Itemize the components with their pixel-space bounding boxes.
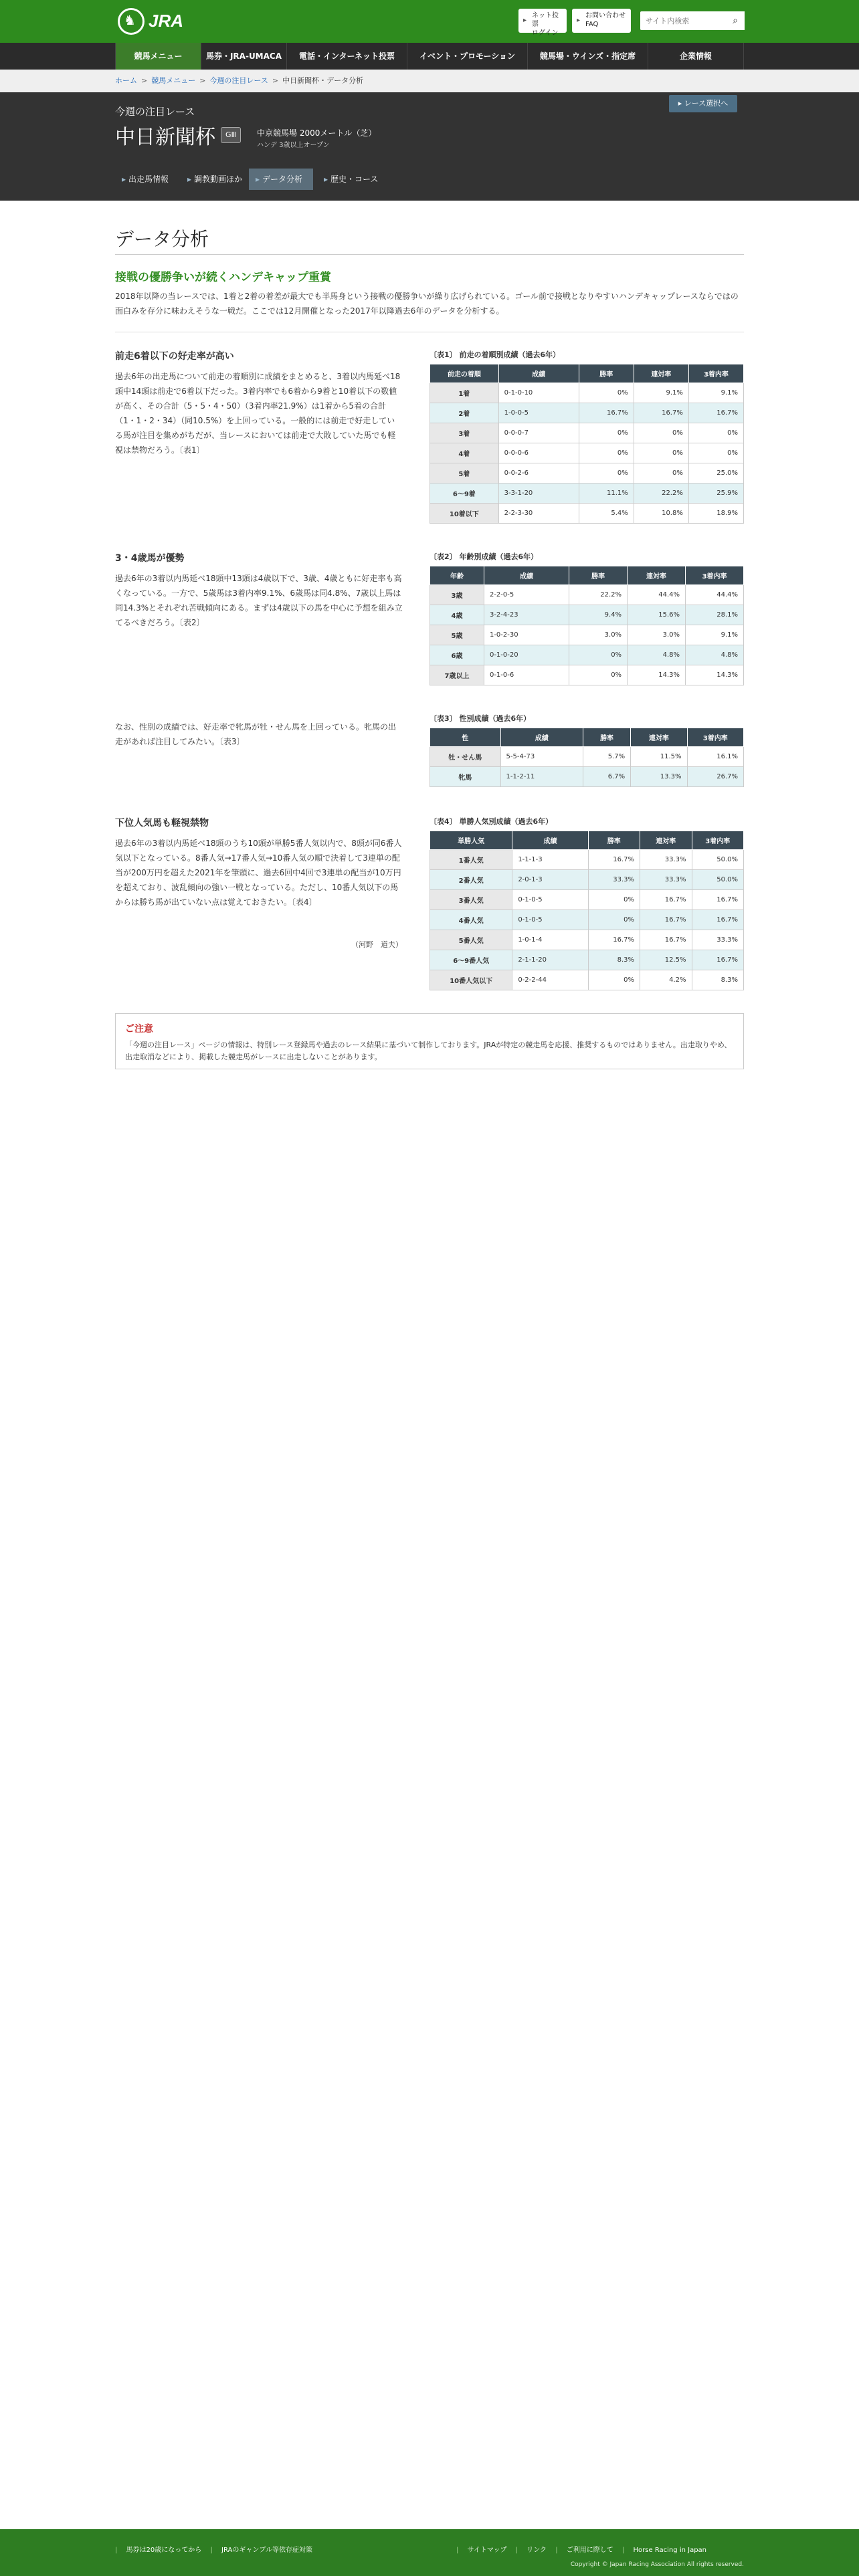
- table-cell: 0-2-2-44: [512, 970, 588, 990]
- row-label: 4着: [430, 443, 499, 463]
- tab-entries[interactable]: ▸ 出走馬情報: [122, 175, 169, 184]
- table-row: [430, 383, 744, 403]
- table-cell: 14.3%: [686, 665, 744, 685]
- table-cell: 0%: [569, 645, 628, 665]
- table-cell: 33.3%: [640, 870, 692, 890]
- table-cell: 9.1%: [688, 383, 743, 403]
- footer-link-age[interactable]: 馬券は20歳になってから: [126, 2547, 202, 2554]
- table-cell: 4.8%: [686, 645, 744, 665]
- row-label: 3着: [430, 423, 499, 443]
- table-cell: 14.3%: [628, 665, 686, 685]
- table-cell: 0-1-0-5: [512, 910, 588, 930]
- table-cell: 9.1%: [634, 383, 688, 403]
- arrow-right-icon: ▸: [523, 17, 527, 24]
- table-cell: 25.0%: [688, 463, 743, 484]
- table-header-cell: 年齢: [430, 566, 484, 585]
- divider: |: [622, 2547, 625, 2554]
- table-cell: 1-1-2-11: [500, 767, 583, 787]
- global-nav: [0, 43, 859, 70]
- table-cell: 44.4%: [686, 585, 744, 605]
- table-cell: 4.8%: [628, 645, 686, 665]
- gnav-item-racecourse[interactable]: 競馬場・ウインズ・指定席: [527, 43, 648, 70]
- row-label: 6～9着: [430, 484, 499, 504]
- row-label: 5歳: [430, 625, 484, 645]
- table-row: [430, 443, 744, 463]
- footer-link-gambling[interactable]: JRAのギャンブル等依存症対策: [221, 2547, 312, 2554]
- table4: [430, 831, 744, 990]
- search-input[interactable]: [640, 11, 725, 30]
- table-cell: 5.7%: [583, 747, 630, 767]
- table3: [430, 728, 744, 787]
- table-cell: 16.7%: [640, 890, 692, 910]
- table-row: [430, 403, 744, 423]
- section4-text: 過去6年の3着以内馬延べ18頭のうち10頭が単勝5番人気以内で、8頭が同6番人気以下となっている。8番人気→17番人気→10番人気の順で決着して3連単の配当が200万円を超えた2021年を筆頭に、過去6回中4回で3連単の配当が10万円を超えており、波乱傾向の強い一戦となっている。ただし、10番人気以下の馬からは勝ち馬が出ていない点は覚えておきたい。〔表4〕: [115, 839, 402, 907]
- table-cell: 26.7%: [687, 767, 743, 787]
- race-class: ハンデ 3歳以上オープン: [257, 142, 330, 149]
- table-cell: 5.4%: [579, 504, 634, 524]
- table-cell: 8.3%: [588, 950, 640, 970]
- table-row: [430, 767, 744, 787]
- row-label: 3歳: [430, 585, 484, 605]
- row-label: 1番人気: [430, 850, 512, 870]
- table-header-cell: 単勝人気: [430, 831, 512, 850]
- site-footer: [0, 2529, 859, 2576]
- table-cell: 0-1-0-20: [484, 645, 569, 665]
- table-cell: 28.1%: [686, 605, 744, 625]
- arrow-right-icon: ▸: [256, 175, 260, 184]
- table-row: [430, 850, 744, 870]
- table-cell: 2-2-0-5: [484, 585, 569, 605]
- table-cell: 16.7%: [692, 950, 744, 970]
- notice-box: [115, 1013, 744, 1069]
- race-header: [0, 92, 859, 201]
- divider: |: [115, 2547, 118, 2554]
- breadcrumb-menu[interactable]: 競馬メニュー: [151, 76, 196, 85]
- row-label: 4歳: [430, 605, 484, 625]
- table-cell: 0%: [688, 443, 743, 463]
- section2-text: 過去6年の3着以内馬延べ18頭中13頭は4歳以下で、3歳、4歳ともに好走率も高くなっている。一方で、5歳馬は3着内率9.1%、6歳馬は同4.8%、7歳以上馬は同14.3%とそれぞれ苦戦傾向にある。まずは4歳以下の馬を中心に予想を組み立てるべきだろう。〔表2〕: [115, 574, 403, 627]
- race-subtitle: 今週の注目レース: [115, 106, 195, 118]
- table-header-cell: 3着内率: [686, 566, 744, 585]
- table3-caption: 〔表3〕 性別成績（過去6年）: [430, 714, 531, 723]
- table-cell: 0%: [634, 443, 688, 463]
- table-cell: 0%: [588, 890, 640, 910]
- table-cell: 16.7%: [634, 403, 688, 423]
- row-label: 4番人気: [430, 910, 512, 930]
- divider: |: [515, 2547, 518, 2554]
- race-select-button[interactable]: ▸ レース選択へ: [669, 95, 737, 112]
- table-header-row: [430, 728, 744, 747]
- table-cell: 2-0-1-3: [512, 870, 588, 890]
- arrow-right-icon: ▸: [187, 175, 192, 184]
- footer-link-links[interactable]: リンク: [527, 2547, 547, 2554]
- table-cell: 18.9%: [688, 504, 743, 524]
- arrow-right-icon: ▸: [324, 175, 328, 184]
- table-cell: 0%: [569, 665, 628, 685]
- table-header-cell: 成績: [512, 831, 588, 850]
- table-cell: 16.1%: [687, 747, 743, 767]
- table-header-row: [430, 364, 744, 383]
- table-row: [430, 504, 744, 524]
- table2-caption: 〔表2〕 年齢別成績（過去6年）: [430, 552, 539, 561]
- table-cell: 0-1-0-10: [498, 383, 579, 403]
- site-header: [0, 0, 859, 43]
- jra-logo[interactable]: [118, 7, 191, 36]
- arrow-right-icon: ▸: [678, 99, 684, 108]
- table-row: [430, 665, 744, 685]
- gnav-item-keiba-menu[interactable]: 競馬メニュー: [115, 43, 201, 70]
- table-row: [430, 970, 744, 990]
- footer-right-links: [456, 2544, 713, 2554]
- row-label: 7歳以上: [430, 665, 484, 685]
- table-header-cell: 性: [430, 728, 501, 747]
- table-cell: 16.7%: [640, 930, 692, 950]
- row-label: 5着: [430, 463, 499, 484]
- lead-text: 2018年以降の当レースでは、1着と2着の着差が最大でも半馬身という接戦の優勝争いが繰り広げられている。ゴール前で接戦となりやすいハンデキャップレースならではの面白みを存分に味わえそうな一戦だ。ここでは12月開催となった2017年以降過去6年のデータを分析する。: [115, 292, 739, 316]
- table-cell: 22.2%: [634, 484, 688, 504]
- table-row: [430, 890, 744, 910]
- table-cell: 1-0-0-5: [498, 403, 579, 423]
- table-cell: 22.2%: [569, 585, 628, 605]
- table-cell: 0-1-0-6: [484, 665, 569, 685]
- table-cell: 1-0-2-30: [484, 625, 569, 645]
- table-cell: 50.0%: [692, 850, 744, 870]
- row-label: 6歳: [430, 645, 484, 665]
- divider: |: [210, 2547, 213, 2554]
- table2: [430, 566, 744, 685]
- table-cell: 0%: [579, 423, 634, 443]
- breadcrumb-featured[interactable]: 今週の注目レース: [209, 76, 268, 85]
- table-cell: 3-3-1-20: [498, 484, 579, 504]
- table-header-cell: 成績: [500, 728, 583, 747]
- gnav-item-event[interactable]: イベント・プロモーション: [407, 43, 527, 70]
- table-cell: 12.5%: [640, 950, 692, 970]
- page-title: データ分析: [115, 228, 209, 250]
- table-row: [430, 910, 744, 930]
- race-title: 中日新聞杯: [115, 126, 215, 149]
- table-cell: 16.7%: [692, 890, 744, 910]
- table-cell: 0-0-2-6: [498, 463, 579, 484]
- table-cell: 0%: [634, 423, 688, 443]
- table-cell: 16.7%: [588, 930, 640, 950]
- tab-training-video[interactable]: ▸ 調教動画ほか: [187, 175, 243, 184]
- row-label: 10番人気以下: [430, 970, 512, 990]
- table-cell: 10.8%: [634, 504, 688, 524]
- tab-data-analysis[interactable]: ▸ データ分析: [249, 169, 313, 190]
- table-cell: 0%: [588, 970, 640, 990]
- table-header-cell: 成績: [484, 566, 569, 585]
- breadcrumb-sep: >: [141, 76, 148, 85]
- lead-title: 接戦の優勝争いが続くハンデキャップ重賞: [115, 271, 331, 284]
- row-label: 2番人気: [430, 870, 512, 890]
- table-cell: 9.1%: [686, 625, 744, 645]
- row-label: 6～9番人気: [430, 950, 512, 970]
- section1-title: 前走6着以下の好走率が高い: [115, 351, 234, 362]
- tab-history-course[interactable]: ▸ 歴史・コース: [324, 175, 379, 184]
- table-cell: 11.5%: [631, 747, 687, 767]
- breadcrumb-current: 中日新聞杯・データ分析: [282, 76, 364, 85]
- section3-text: なお、性別の成績では、好走率で牝馬が牡・せん馬を上回っている。牝馬の出走があれば注目してみたい。〔表3〕: [115, 722, 397, 746]
- row-label: 2着: [430, 403, 499, 423]
- table-cell: 44.4%: [628, 585, 686, 605]
- divider: [115, 254, 744, 255]
- table-row: [430, 930, 744, 950]
- table-header-cell: 連対率: [628, 566, 686, 585]
- table-header-cell: 3着内率: [688, 364, 743, 383]
- table-header-cell: 勝率: [588, 831, 640, 850]
- author-signature: （河野 道夫）: [351, 940, 403, 949]
- table-row: [430, 747, 744, 767]
- row-label: 牝馬: [430, 767, 501, 787]
- table-cell: 8.3%: [692, 970, 744, 990]
- gnav-item-corporate[interactable]: 企業情報: [648, 43, 744, 70]
- table1-caption: 〔表1〕 前走の着順別成績（過去6年）: [430, 350, 561, 359]
- table-header-cell: 勝率: [569, 566, 628, 585]
- table-header-cell: 成績: [498, 364, 579, 383]
- table1: [430, 364, 744, 524]
- table-row: [430, 950, 744, 970]
- table-cell: 0-0-0-7: [498, 423, 579, 443]
- table-row: [430, 605, 744, 625]
- table-cell: 0-1-0-5: [512, 890, 588, 910]
- table-cell: 0%: [688, 423, 743, 443]
- table4-caption: 〔表4〕 単勝人気別成績（過去6年）: [430, 817, 553, 826]
- search-icon[interactable]: ⌕: [726, 11, 745, 30]
- row-label: 牡・せん馬: [430, 747, 501, 767]
- gnav-item-tohyo[interactable]: 電話・インターネット投票: [286, 43, 407, 70]
- table-header-cell: 勝率: [579, 364, 634, 383]
- table-cell: 1-1-1-3: [512, 850, 588, 870]
- footer-link-sitemap[interactable]: サイトマップ: [467, 2547, 507, 2554]
- table-cell: 2-2-3-30: [498, 504, 579, 524]
- table-cell: 16.7%: [579, 403, 634, 423]
- table-cell: 33.3%: [588, 870, 640, 890]
- grade-badge: GⅢ: [221, 127, 241, 143]
- section2-title: 3・4歳馬が優勢: [115, 553, 185, 564]
- table-cell: 16.7%: [688, 403, 743, 423]
- table-cell: 16.7%: [588, 850, 640, 870]
- table-header-cell: 勝率: [583, 728, 630, 747]
- row-label: 3番人気: [430, 890, 512, 910]
- table-cell: 0-0-0-6: [498, 443, 579, 463]
- table-cell: 13.3%: [631, 767, 687, 787]
- table-cell: 25.9%: [688, 484, 743, 504]
- footer-link-english[interactable]: Horse Racing in Japan: [633, 2547, 707, 2554]
- table-cell: 0%: [579, 383, 634, 403]
- table-header-cell: 連対率: [634, 364, 688, 383]
- gnav-item-baken[interactable]: 馬券・JRA-UMACA: [201, 43, 286, 70]
- table-row: [430, 625, 744, 645]
- row-label: 10着以下: [430, 504, 499, 524]
- divider: |: [555, 2547, 558, 2554]
- footer-link-terms[interactable]: ご利用に際して: [566, 2547, 613, 2554]
- net-login-button[interactable]: ▸ ネット投票 ログイン: [518, 9, 567, 33]
- table-row: [430, 463, 744, 484]
- table-row: [430, 645, 744, 665]
- copyright: Copyright © Japan Racing Association All rights reserved.: [570, 2561, 744, 2568]
- table-cell: 33.3%: [640, 850, 692, 870]
- table-header-cell: 連対率: [631, 728, 687, 747]
- race-condition: 中京競馬場 2000メートル（芝）: [257, 128, 377, 138]
- table-header-cell: 連対率: [640, 831, 692, 850]
- table-cell: 50.0%: [692, 870, 744, 890]
- table-cell: 2-1-1-20: [512, 950, 588, 970]
- breadcrumb: [0, 70, 859, 92]
- breadcrumb-sep: >: [272, 76, 279, 85]
- table-cell: 33.3%: [692, 930, 744, 950]
- table-row: [430, 870, 744, 890]
- table-cell: 16.7%: [692, 910, 744, 930]
- table-cell: 9.4%: [569, 605, 628, 625]
- table-cell: 1-0-1-4: [512, 930, 588, 950]
- table-cell: 15.6%: [628, 605, 686, 625]
- table-header-cell: 3着内率: [687, 728, 743, 747]
- table-cell: 16.7%: [640, 910, 692, 930]
- section1-text: 過去6年の出走馬について前走の着順別に成績をまとめると、3着以内馬延べ18頭中14頭は前走で6着以下だった。3着内率でも6着から9着と10着以下の数値が高く、その合計（5・5・4・50）（3着内率21.9%）は1着から5着の合計（1・1・2・34）（同10.5%）を上回っている。一般的には前走で好走している馬が注目を集めがちだが、当レースにおいては前走で大敗していた馬でも軽視は禁物だろう。〔表1〕: [115, 372, 401, 455]
- table-cell: 3.0%: [628, 625, 686, 645]
- table-row: [430, 423, 744, 443]
- arrow-right-icon: ▸: [122, 175, 126, 184]
- table-row: [430, 484, 744, 504]
- table-cell: 0%: [579, 463, 634, 484]
- logo-text: JRA: [149, 11, 184, 31]
- notice-title: ご注意: [125, 1024, 153, 1035]
- table-header-cell: 3着内率: [692, 831, 744, 850]
- table-cell: 0%: [588, 910, 640, 930]
- notice-body: 「今週の注目レース」ページの情報は、特別レース登録馬や過去のレース結果に基づいて制作しております。JRAが特定の競走馬を応援、推奨するものではありません。出走取りやめ、出走取消などにより、掲載した競走馬がレースに出走しないことがあります。: [125, 1041, 732, 1061]
- faq-button[interactable]: ▸ お問い合わせ FAQ: [572, 9, 631, 33]
- table-cell: 11.1%: [579, 484, 634, 504]
- section4-title: 下位人気馬も軽視禁物: [115, 818, 209, 829]
- table-cell: 4.2%: [640, 970, 692, 990]
- table-cell: 0%: [579, 443, 634, 463]
- table-header-cell: 前走の着順: [430, 364, 499, 383]
- horse-icon: ♞: [124, 12, 136, 28]
- table-header-row: [430, 566, 744, 585]
- divider: |: [456, 2547, 459, 2554]
- table-cell: 3.0%: [569, 625, 628, 645]
- table-cell: 0%: [634, 463, 688, 484]
- table-cell: 3-2-4-23: [484, 605, 569, 625]
- site-search: [640, 11, 745, 30]
- breadcrumb-sep: >: [199, 76, 206, 85]
- breadcrumb-home[interactable]: ホーム: [115, 76, 137, 85]
- arrow-right-icon: ▸: [577, 17, 581, 24]
- row-label: 1着: [430, 383, 499, 403]
- footer-left-links: [115, 2544, 319, 2554]
- table-cell: 6.7%: [583, 767, 630, 787]
- table-header-row: [430, 831, 744, 850]
- table-cell: 5-5-4-73: [500, 747, 583, 767]
- row-label: 5番人気: [430, 930, 512, 950]
- table-row: [430, 585, 744, 605]
